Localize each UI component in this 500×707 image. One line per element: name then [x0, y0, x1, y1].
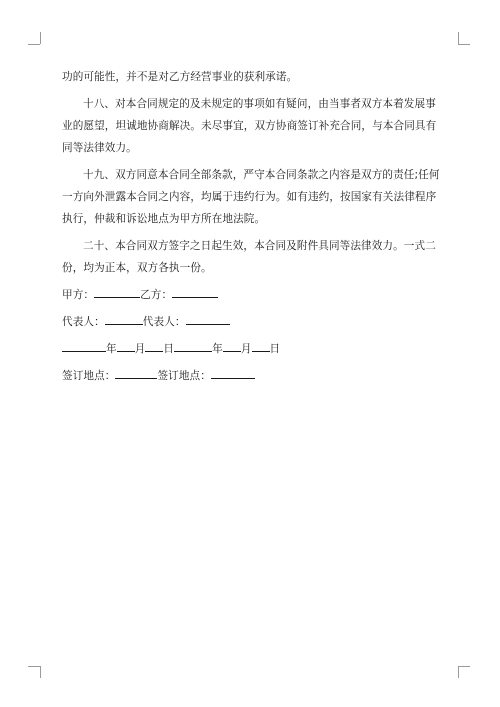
date-month-b-blank	[223, 340, 241, 352]
date-year-a-blank	[62, 340, 106, 352]
day-a-label: 日	[163, 343, 175, 355]
crop-mark-bottom-right	[458, 666, 471, 679]
rep-b-blank	[186, 313, 230, 325]
place-b-blank	[211, 367, 255, 379]
crop-mark-top-left	[28, 32, 41, 45]
party-a-blank	[94, 286, 140, 298]
party-a-label: 甲方：	[62, 289, 95, 301]
rep-a-blank	[105, 313, 143, 325]
party-b-label: 乙方：	[140, 289, 173, 301]
clause-20: 二十、本合同双方签字之日起生效，本合同及附件具同等法律效力。一式二份，均为正本，双方各执一份。	[62, 240, 436, 274]
document-body	[62, 66, 442, 392]
party-b-blank	[172, 286, 218, 298]
year-b-label: 年	[212, 343, 223, 355]
signing-place-line	[62, 365, 442, 387]
date-day-a-blank	[145, 340, 163, 352]
place-b-label: 签订地点：	[157, 370, 211, 382]
place-a-blank	[115, 367, 157, 379]
date-day-b-blank	[252, 340, 270, 352]
paragraph-continuation: 功的可能性，并不是对乙方经营事业的获利承诺。	[62, 71, 298, 83]
date-month-a-blank	[117, 340, 135, 352]
rep-a-label: 代表人：	[62, 316, 105, 328]
clause-18: 十八、对本合同规定的及未规定的事项如有疑问，由当事者双方本着发展事业的愿望，坦诚地协商解决。未尽事宜，双方协商签订补充合同，与本合同具有同等法律效力。	[62, 98, 437, 154]
rep-b-label: 代表人：	[142, 316, 186, 328]
place-a-label: 签订地点：	[62, 370, 116, 382]
date-line	[62, 338, 442, 360]
crop-mark-bottom-left	[28, 666, 41, 679]
month-b-label: 月	[240, 343, 252, 355]
representative-line	[62, 311, 442, 333]
party-signature-line	[62, 284, 442, 306]
month-a-label: 月	[134, 343, 146, 355]
clause-19: 十九、双方同意本合同全部条款，严守本合同条款之内容是双方的责任;任何一方向外泄露本合同之内容，均属于违约行为。如有违约，按国家有关法律程序执行，仲裁和诉讼地点为甲方所在地法院。	[62, 169, 440, 225]
date-year-b-blank	[174, 340, 212, 352]
day-b-label: 日	[269, 343, 281, 355]
year-a-label: 年	[106, 343, 117, 355]
crop-mark-top-right	[458, 32, 471, 45]
